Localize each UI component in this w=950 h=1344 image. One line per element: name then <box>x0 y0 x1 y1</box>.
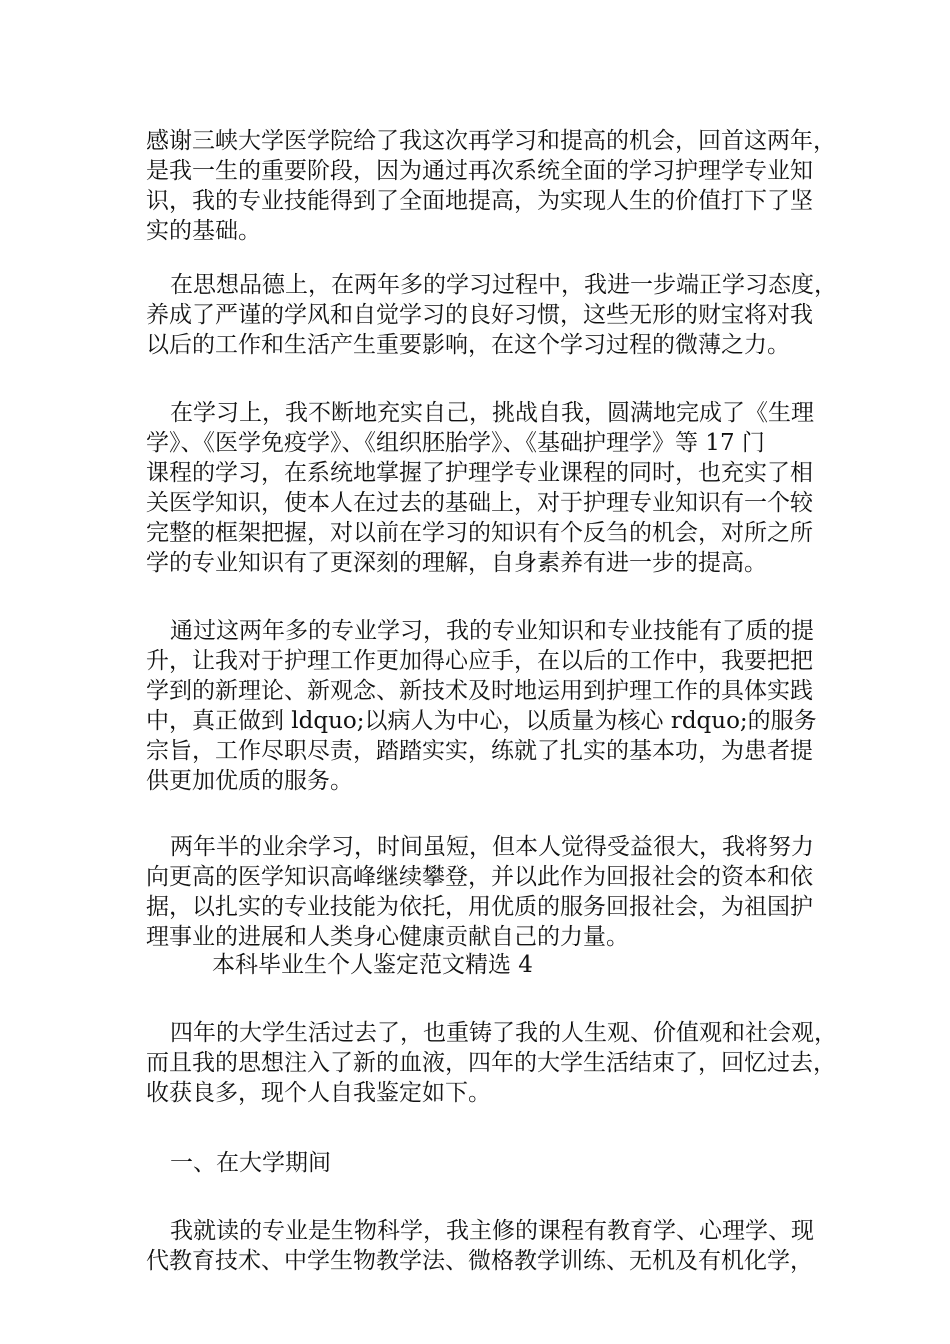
paragraph-5-line-1: 两年半的业余学习，时间虽短，但本人觉得受益很大，我将努力 <box>170 834 814 860</box>
paragraph-3-line-1: 在学习上，我不断地充实自己，挑战自我，圆满地完成了《生理 <box>170 400 814 426</box>
paragraph-3-line-3: 课程的学习，在系统地掌握了护理学专业课程的同时，也充实了相 <box>146 460 813 486</box>
paragraph-4-line-5: 宗旨，工作尽职尽责，踏踏实实，练就了扎实的基本功，为患者提 <box>146 738 813 764</box>
paragraph-5-line-4: 理事业的进展和人类身心健康贡献自己的力量。 <box>146 924 629 950</box>
paragraph-3-line-5: 完整的框架把握，对以前在学习的知识有个反刍的机会，对所之所 <box>146 520 813 546</box>
paragraph-1-line-3: 识，我的专业技能得到了全面地提高，为实现人生的价值打下了坚 <box>146 188 813 214</box>
paragraph-3-line-2: 学》、《医学免疫学》、《组织胚胎学》、《基础护理学》等 17 门 <box>146 430 765 456</box>
paragraph-4-line-4: 中，真正做到 ldquo;以病人为中心，以质量为核心 rdquo;的服务 <box>146 708 817 734</box>
paragraph-1-line-4: 实的基础。 <box>146 218 261 244</box>
paragraph-2-line-3: 以后的工作和生活产生重要影响，在这个学习过程的微薄之力。 <box>146 332 790 358</box>
paragraph-4-line-1: 通过这两年多的专业学习，我的专业知识和专业技能有了质的提 <box>170 618 814 644</box>
paragraph-4-line-3: 学到的新理论、新观念、新技术及时地运用到护理工作的具体实践 <box>146 678 813 704</box>
paragraph-3-line-4: 关医学知识，使本人在过去的基础上，对于护理专业知识有一个较 <box>146 490 813 516</box>
paragraph-6-line-3: 收获良多，现个人自我鉴定如下。 <box>146 1080 491 1106</box>
paragraph-2-line-1: 在思想品德上，在两年多的学习过程中，我进一步端正学习态度， <box>170 272 837 298</box>
paragraph-1-line-1: 感谢三峡大学医学院给了我这次再学习和提高的机会，回首这两年， <box>146 128 836 154</box>
paragraph-1-line-2: 是我一生的重要阶段，因为通过再次系统全面的学习护理学专业知 <box>146 158 813 184</box>
paragraph-2-line-2: 养成了严谨的学风和自觉学习的良好习惯，这些无形的财宝将对我 <box>146 302 813 328</box>
paragraph-3-line-6: 学的专业知识有了更深刻的理解，自身素养有进一步的提高。 <box>146 550 767 576</box>
paragraph-4-line-2: 升，让我对于护理工作更加得心应手，在以后的工作中，我要把把 <box>146 648 813 674</box>
paragraph-6-line-1: 四年的大学生活过去了，也重铸了我的人生观、价值观和社会观， <box>170 1020 837 1046</box>
paragraph-7-line-2: 代教育技术、中学生物教学法、微格教学训练、无机及有机化学， <box>146 1248 813 1274</box>
subsection-title: 一、在大学期间 <box>170 1150 331 1176</box>
section-heading: 本科毕业生个人鉴定范文精选 4 <box>212 952 533 978</box>
paragraph-4-line-6: 供更加优质的服务。 <box>146 768 353 794</box>
paragraph-6-line-2: 而且我的思想注入了新的血液，四年的大学生活结束了，回忆过去， <box>146 1050 836 1076</box>
paragraph-5-line-3: 据，以扎实的专业技能为依托，用优质的服务回报社会，为祖国护 <box>146 894 813 920</box>
paragraph-7-line-1: 我就读的专业是生物科学，我主修的课程有教育学、心理学、现 <box>170 1218 814 1244</box>
paragraph-5-line-2: 向更高的医学知识高峰继续攀登，并以此作为回报社会的资本和依 <box>146 864 813 890</box>
